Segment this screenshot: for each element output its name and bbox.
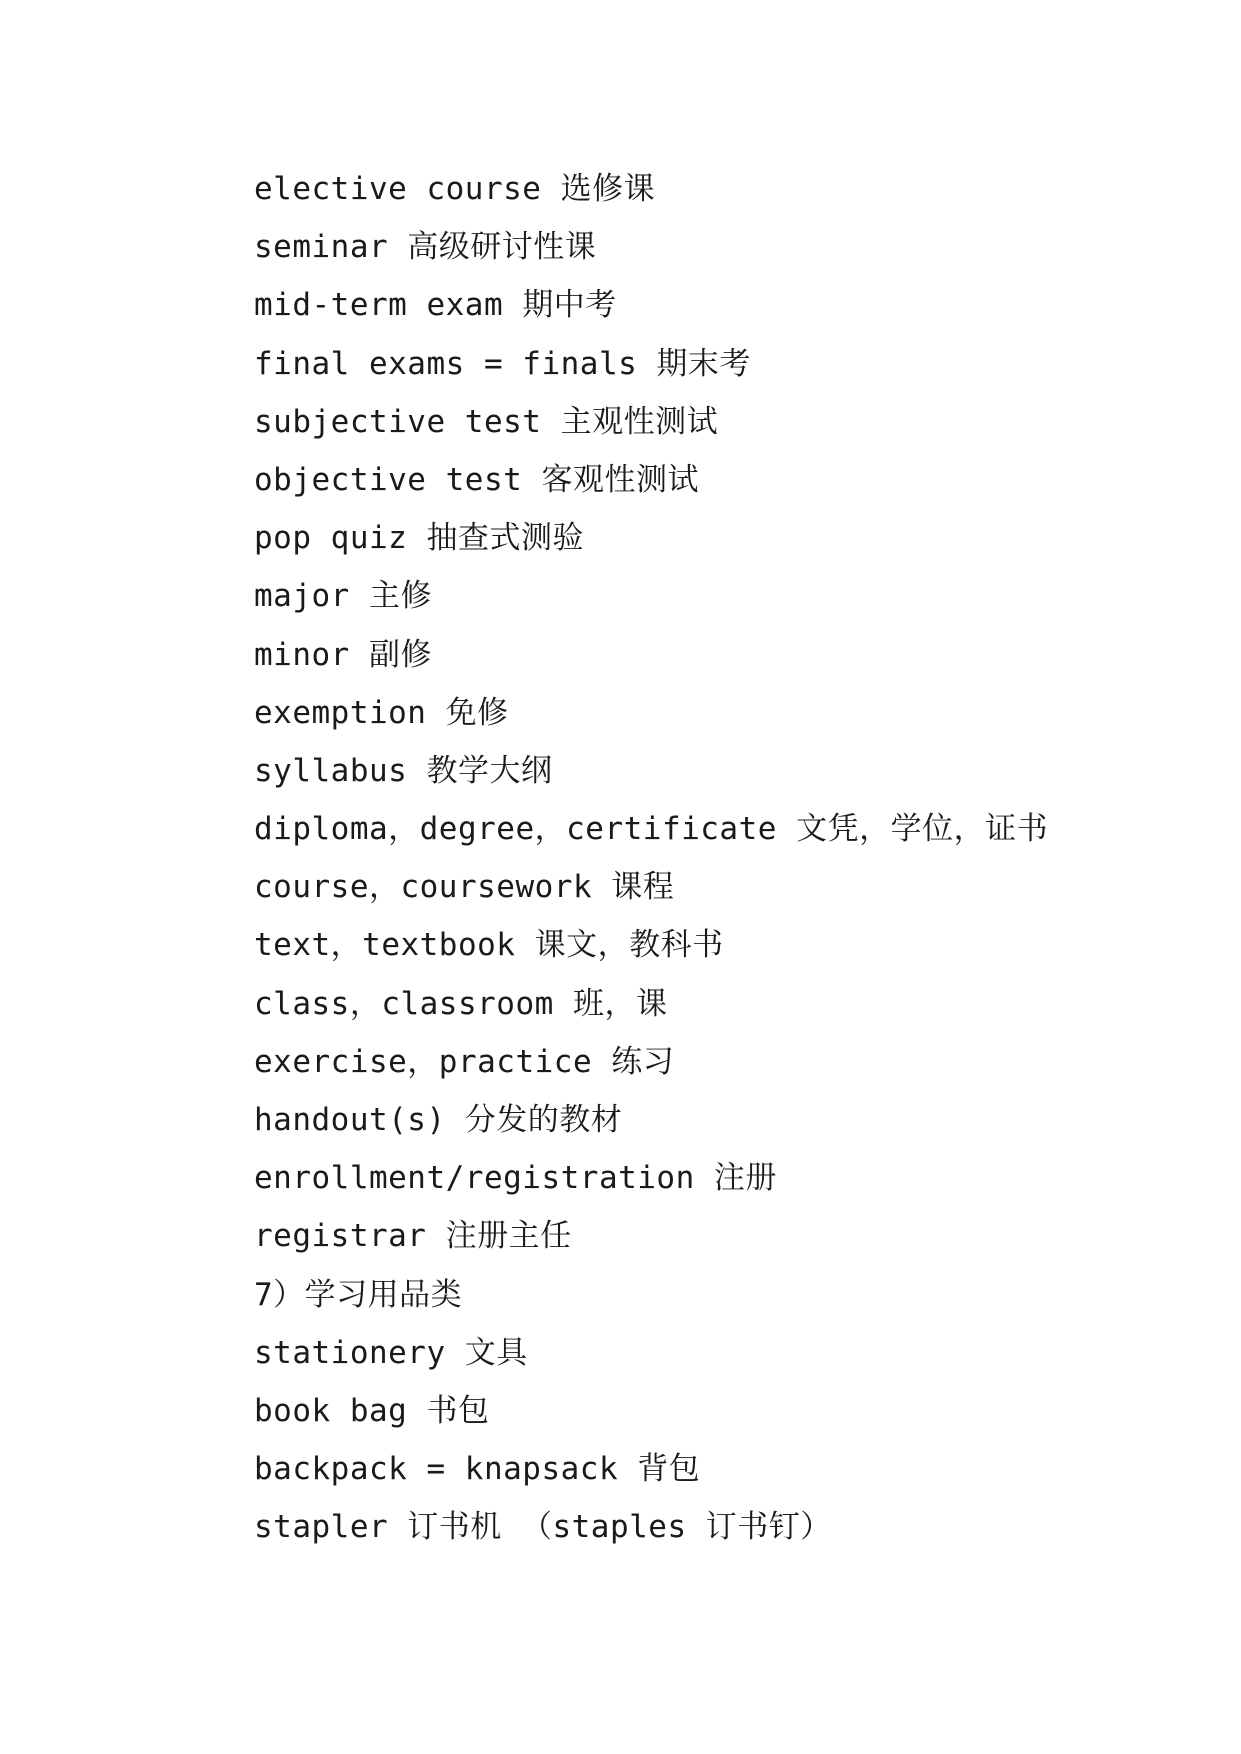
vocab-line: handout(s) 分发的教材 — [254, 1102, 623, 1138]
vocab-line: course，coursework 课程 — [254, 869, 675, 906]
vocab-line: elective course 选修课 — [254, 171, 656, 207]
vocab-line: major 主修 — [254, 578, 432, 615]
vocab-line: class，classroom 班，课 — [254, 985, 668, 1022]
vocab-line: backpack = knapsack 背包 — [254, 1451, 701, 1488]
vocab-line: enrollment/registration 注册 — [254, 1160, 777, 1197]
section-heading: 7）学习用品类 — [254, 1276, 463, 1313]
vocab-line: registrar 注册主任 — [254, 1218, 572, 1255]
vocab-line: pop quiz 抽查式测验 — [254, 520, 584, 557]
vocab-line: objective test 客观性测试 — [254, 461, 699, 498]
vocab-line: stationery 文具 — [254, 1334, 528, 1371]
vocab-line: book bag 书包 — [254, 1392, 490, 1429]
vocab-line: syllabus 教学大纲 — [254, 752, 553, 789]
document-body — [254, 160, 1154, 1557]
vocab-line: mid-term exam 期中考 — [254, 287, 617, 324]
vocab-line: final exams = finals 期末考 — [254, 345, 751, 382]
vocab-line: text，textbook 课文，教科书 — [254, 927, 724, 964]
vocab-line: exercise，practice 练习 — [254, 1043, 675, 1080]
vocab-line: stapler 订书机 （staples 订书钉） — [254, 1509, 832, 1546]
vocab-line: diploma，degree，certificate 文凭，学位，证书 — [254, 811, 1049, 848]
vocab-line: exemption 免修 — [254, 694, 509, 731]
vocab-line: seminar 高级研讨性课 — [254, 229, 597, 266]
vocab-line: subjective test 主观性测试 — [254, 403, 719, 440]
vocab-line: minor 副修 — [254, 636, 432, 673]
